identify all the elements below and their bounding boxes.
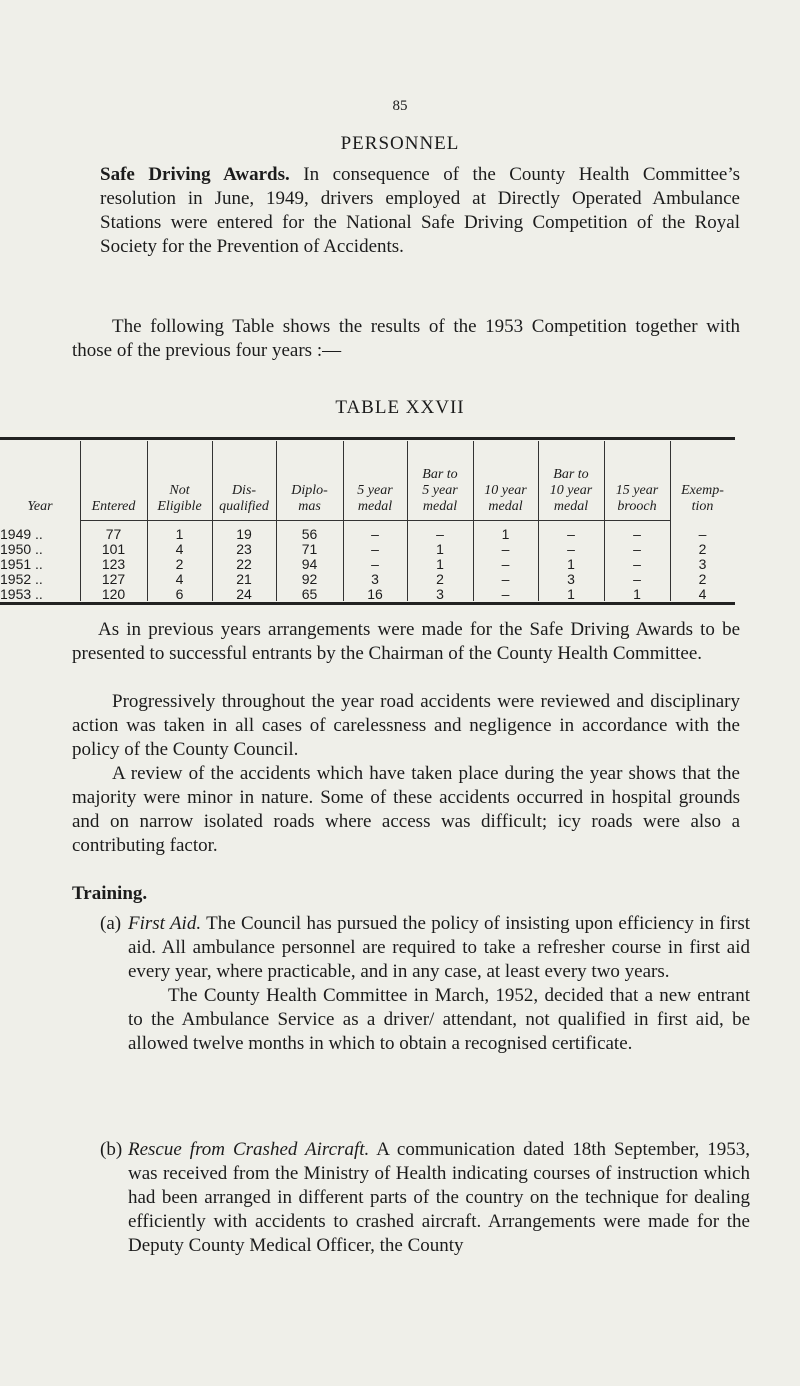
item-title: First Aid. <box>128 913 202 934</box>
accident-review-paragraph: A review of the accidents which have taken place during the year shows that the majority were minor in nature. Some of these accidents occurred in hospital grounds and on narrow isolated roads where access was difficult; icy roads were also a contributing factor. <box>72 763 740 856</box>
intro-title: Safe Driving Awards. <box>100 164 290 185</box>
header-entered: Entered <box>91 499 136 514</box>
table-lead: The following Table shows the results of the 1953 Competition together with those of the previous four years :— <box>72 316 740 361</box>
page-heading: PERSONNEL <box>340 133 460 154</box>
header-not-eligible: Not Eligible <box>157 483 202 514</box>
table-row: 1953 .. 120 6 24 65 16 3 – 1 1 4 <box>0 586 707 602</box>
item-text-continued: The County Health Committee in March, 1952, decided that a new entrant to the Ambulance Service as a driver/ attendant, not qualified in first aid, be allowed twelve months in which to obtain a recognised certificate. <box>128 985 750 1054</box>
intro-text: In consequence of the County Health Committee’s resolution in June, 1949, drivers employed at Directly Operated Ambulance Stations were entered for the National Safe Driving Competition of the Royal Society for the Prevention of Accidents. <box>100 164 740 257</box>
training-item-aircraft-rescue <box>100 1138 750 1258</box>
awards-paragraph: As in previous years arrangements were made for the Safe Driving Awards to be presented to successful entrants by the Chairman of the County Health Committee. <box>72 619 740 664</box>
table-top-rule <box>0 437 735 440</box>
item-title: Rescue from Crashed Aircraft. <box>128 1139 370 1160</box>
header-disqualified: Dis- qualified <box>219 483 269 514</box>
table-row: 1950 .. 101 4 23 71 – 1 – – – 2 <box>0 541 707 557</box>
item-marker: (a) <box>100 913 122 934</box>
header-bar-to-10-year-medal: Bar to 10 year medal <box>549 467 593 514</box>
table-row: 1949 .. 77 1 19 56 – – 1 – – – <box>0 526 707 542</box>
header-10-year-medal: 10 year medal <box>484 483 527 514</box>
training-item-first-aid <box>100 912 750 1056</box>
header-exemption: Exemp- tion <box>681 483 724 514</box>
table-row: 1951 .. 123 2 22 94 – 1 – 1 – 3 <box>0 556 707 572</box>
header-bar-to-5-year-medal: Bar to 5 year medal <box>422 467 458 514</box>
item-text: A communication dated 18th September, 1953, was received from the Ministry of Health indicating courses of instruction which had been arranged in different parts of the country on the technique for dealing efficiently with accidents to crashed aircraft. Arrangements were made for the Deputy County Medical Officer, the County <box>128 1139 751 1256</box>
header-5-year-medal: 5 year medal <box>357 483 393 514</box>
training-heading: Training. <box>72 883 148 904</box>
header-diplomas: Diplo- mas <box>291 483 328 514</box>
intro-paragraph <box>100 163 740 259</box>
item-text: The Council has pursued the policy of insisting upon efficiency in first aid. All ambulance personnel are required to take a refresher course in first aid every year, where practicable, and in any case, at least every two years. <box>128 913 750 982</box>
table-row: 1952 .. 127 4 21 92 3 2 – 3 – 2 <box>0 571 707 587</box>
header-year: Year <box>27 499 53 514</box>
accidents-reviewed-paragraph: Progressively throughout the year road accidents were reviewed and disciplinary action was taken in all cases of carelessness and negligence in accordance with the policy of the County Council. <box>72 691 740 760</box>
table-title: TABLE XXVII <box>335 397 465 418</box>
header-15-year-brooch: 15 year brooch <box>615 483 659 514</box>
header-underline <box>80 520 670 521</box>
item-marker: (b) <box>100 1139 123 1160</box>
page-number: 85 <box>392 98 408 114</box>
